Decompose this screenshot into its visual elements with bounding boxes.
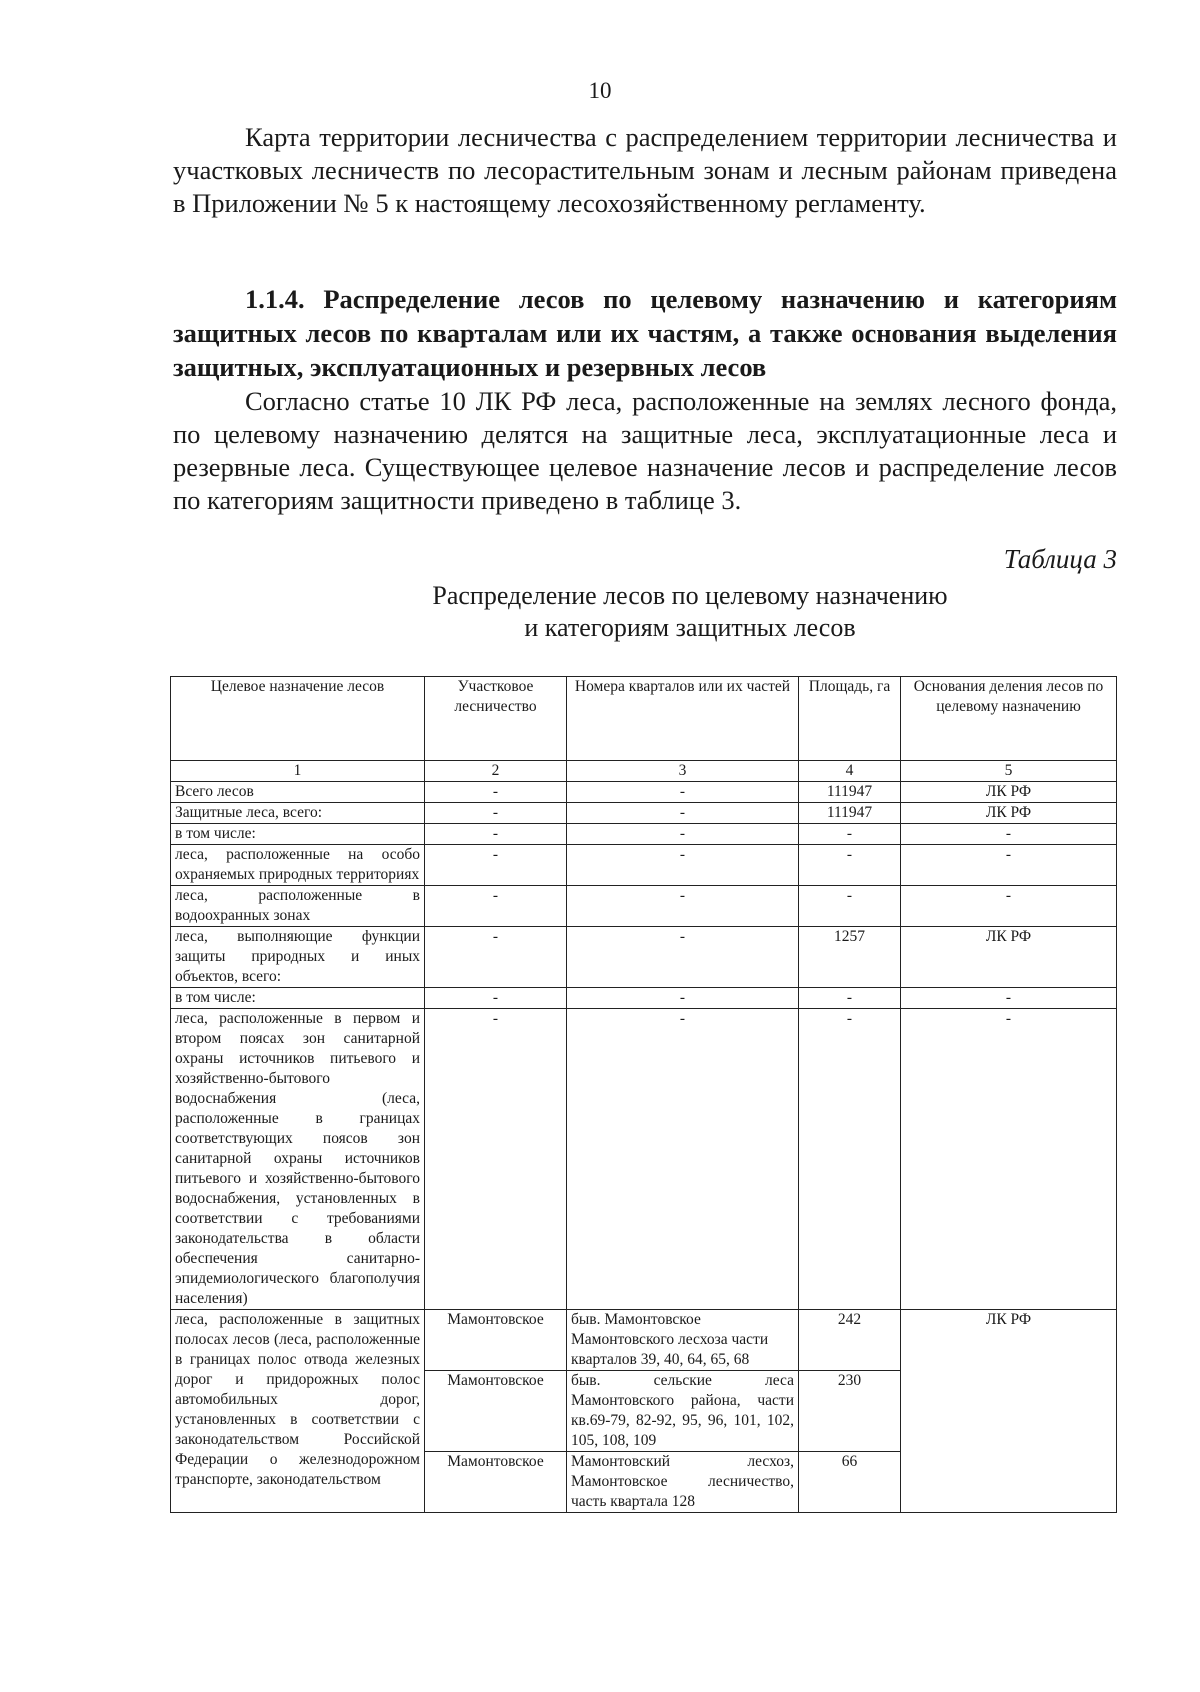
row-area: 1257 xyxy=(799,927,901,988)
table-header-row xyxy=(171,677,1117,761)
row-forestry: - xyxy=(425,782,567,803)
row-forestry: - xyxy=(425,824,567,845)
forest-distribution-table xyxy=(170,676,1117,1513)
row-purpose: леса, расположенные в защитных полосах лесов (леса, расположенные в границах полос отвода железных дорог и придорожных полос автомобильных дорог, установленных в соответствии с законодательством Российской Федерации о железнодорожном транспорте, законодательством xyxy=(171,1310,425,1513)
header-basis: Основания деления лесов по целевому назначению xyxy=(901,677,1117,761)
table-row xyxy=(171,1310,1117,1371)
row-area: - xyxy=(799,1009,901,1310)
row-quarters: быв. сельские леса Мамонтовского района, части кв.69-79, 82-92, 95, 96, 101, 102, 105, 108, 109 xyxy=(567,1371,799,1452)
header-number: 3 xyxy=(567,761,799,782)
row-area: 111947 xyxy=(799,803,901,824)
row-area: - xyxy=(799,988,901,1009)
row-purpose: в том числе: xyxy=(171,988,425,1009)
row-area: 242 xyxy=(799,1310,901,1371)
row-basis: ЛК РФ xyxy=(901,782,1117,803)
row-basis: - xyxy=(901,1009,1117,1310)
header-number: 2 xyxy=(425,761,567,782)
table-row xyxy=(171,927,1117,988)
table-row xyxy=(171,988,1117,1009)
row-purpose: Защитные леса, всего: xyxy=(171,803,425,824)
row-area: - xyxy=(799,845,901,886)
row-area: 66 xyxy=(799,1452,901,1513)
row-purpose: леса, выполняющие функции защиты природных и иных объектов, всего: xyxy=(171,927,425,988)
table-title-line-2: и категориям защитных лесов xyxy=(524,613,856,642)
row-quarters: - xyxy=(567,803,799,824)
table-title xyxy=(300,580,1080,644)
row-basis: ЛК РФ xyxy=(901,803,1117,824)
row-purpose: леса, расположенные в первом и втором поясах зон санитарной охраны источников питьевого и хозяйственно-бытового водоснабжения (леса, расположенные в границах соответствующих поясов зон санитарной охраны источников питьевого и хозяйственно-бытового водоснабжения, установленных в соответствии с требованиями законодательства в области обеспечения санитарно-эпидемиологического благополучия населения) xyxy=(171,1009,425,1310)
header-forestry: Участковое лесничество xyxy=(425,677,567,761)
row-quarters: Мамонтовский лесхоз, Мамонтовское лесничество, часть квартала 128 xyxy=(567,1452,799,1513)
row-purpose: леса, расположенные на особо охраняемых природных территориях xyxy=(171,845,425,886)
row-purpose: в том числе: xyxy=(171,824,425,845)
row-forestry: - xyxy=(425,803,567,824)
table-row xyxy=(171,845,1117,886)
page-number: 10 xyxy=(588,78,612,103)
header-number: 4 xyxy=(799,761,901,782)
row-forestry: Мамонтовское xyxy=(425,1371,567,1452)
row-basis: ЛК РФ xyxy=(901,927,1117,988)
row-quarters: - xyxy=(567,927,799,988)
table-title-line-1: Распределение лесов по целевому назначению xyxy=(432,581,948,610)
row-forestry: - xyxy=(425,988,567,1009)
row-basis: - xyxy=(901,845,1117,886)
row-basis: - xyxy=(901,988,1117,1009)
header-number: 5 xyxy=(901,761,1117,782)
table-row xyxy=(171,782,1117,803)
table-row xyxy=(171,824,1117,845)
header-purpose: Целевое назначение лесов xyxy=(171,677,425,761)
intro-paragraph: Карта территории лесничества с распределением территории лесничества и участковых лесничеств по лесорастительным зонам и лесным районам приведена в Приложении № 5 к настоящему лесохозяйственному регламенту. xyxy=(173,122,1117,218)
row-basis: - xyxy=(901,824,1117,845)
table-row xyxy=(171,803,1117,824)
row-purpose: Всего лесов xyxy=(171,782,425,803)
header-quarters: Номера кварталов или их частей xyxy=(567,677,799,761)
table-header-numbers-row xyxy=(171,761,1117,782)
row-quarters: - xyxy=(567,782,799,803)
row-forestry: - xyxy=(425,886,567,927)
row-quarters: - xyxy=(567,988,799,1009)
row-area: - xyxy=(799,824,901,845)
row-quarters: быв. Мамонтовское Мамонтовского лесхоза части кварталов 39, 40, 64, 65, 68 xyxy=(567,1310,799,1371)
row-forestry: - xyxy=(425,927,567,988)
row-basis: - xyxy=(901,886,1117,927)
header-area: Площадь, га xyxy=(799,677,901,761)
row-quarters: - xyxy=(567,824,799,845)
row-basis: ЛК РФ xyxy=(901,1310,1117,1513)
row-quarters: - xyxy=(567,845,799,886)
row-forestry: Мамонтовское xyxy=(425,1452,567,1513)
row-purpose: леса, расположенные в водоохранных зонах xyxy=(171,886,425,927)
table-label: Таблица 3 xyxy=(1003,544,1117,574)
header-number: 1 xyxy=(171,761,425,782)
row-area: 230 xyxy=(799,1371,901,1452)
body-paragraph: Согласно статье 10 ЛК РФ леса, расположенные на землях лесного фонда, по целевому назначению делятся на защитные леса, эксплуатационные леса и резервные леса. Существующее целевое назначение лесов и распределение лесов по категориям защитности приведено в таблице 3. xyxy=(173,386,1117,515)
table-row xyxy=(171,1009,1117,1310)
row-area: 111947 xyxy=(799,782,901,803)
table-row xyxy=(171,886,1117,927)
row-quarters: - xyxy=(567,886,799,927)
row-quarters: - xyxy=(567,1009,799,1310)
row-area: - xyxy=(799,886,901,927)
row-forestry: Мамонтовское xyxy=(425,1310,567,1371)
section-heading: 1.1.4. Распределение лесов по целевому назначению и категориям защитных лесов по кварталам или их частям, а также основания выделения защитных, эксплуатационных и резервных лесов xyxy=(173,284,1117,382)
row-forestry: - xyxy=(425,845,567,886)
row-forestry: - xyxy=(425,1009,567,1310)
